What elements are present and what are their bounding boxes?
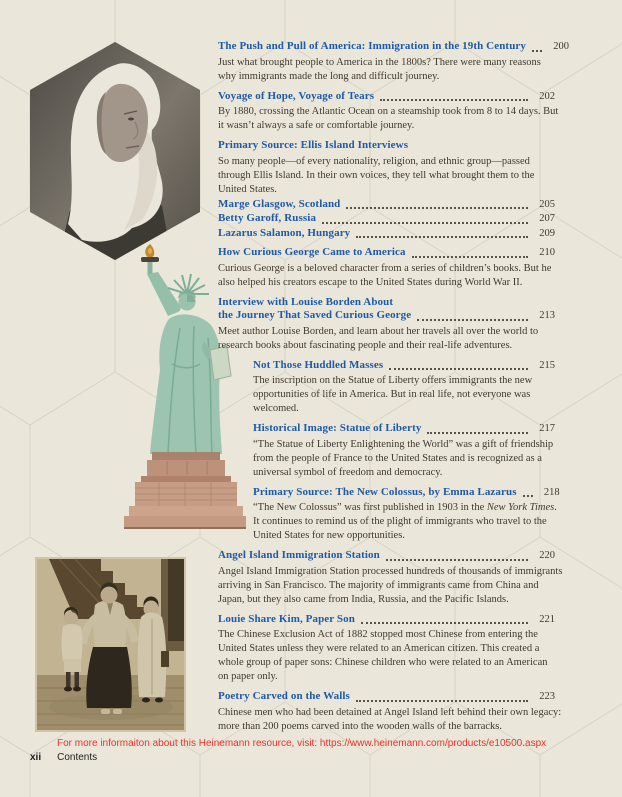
toc-entry-title[interactable]: Interview with Louise Borden About [218,295,394,308]
toc-entry [218,549,616,607]
footer-note [57,738,546,749]
toc-entry [218,296,616,353]
description-line: it wasn’t always a safe or comfortable journey. [218,120,415,131]
dot-leader [532,50,542,52]
toc-entry-description [218,56,616,84]
toc-entry-title[interactable]: the Journey That Saved Curious George [218,309,412,321]
toc-entry [218,198,616,212]
description-line: arriving in San Francisco. The majority of immigrants came from China and [218,579,539,591]
dot-leader [356,700,528,702]
toc-entry [253,359,616,417]
toc-entry-title[interactable]: The Push and Pull of America: Immigration in the 19th Century [218,40,526,52]
toc-entry-description [218,105,616,133]
dot-leader [523,495,533,497]
description-line: through Ellis Island. In their own voices, they tell what brought them to the [218,169,535,181]
description-line: United States for new opportunities. [253,530,405,541]
footer-url-link[interactable]: https://www.heinemann.com/products/e10500.aspx [319,738,547,749]
description-line: on paper only. [218,671,278,682]
dot-leader [322,222,528,224]
description-line: It continues to remind us of the plight of immigrants who travel to the [253,516,547,527]
dot-leader [346,207,528,209]
dot-leader [356,236,528,238]
toc-entry [253,422,616,480]
toc-entry-page-number[interactable]: 210 [539,247,555,258]
description-line: universal symbol of freedom and democracy. [253,466,443,478]
toc-entry-page-number[interactable]: 213 [539,310,555,321]
dot-leader [386,559,528,561]
dot-leader [417,319,528,321]
immigrant-woman-photo [30,42,200,260]
toc-entry-page-number[interactable]: 223 [539,691,555,702]
toc-entry [253,486,616,544]
toc-entry-description [218,706,616,734]
description-line: whole group of paper sons: Chinese children who were related to an American [218,657,548,668]
toc-entry-page-number[interactable]: 220 [539,550,555,561]
toc-list [218,40,616,740]
toc-entry-title[interactable]: Betty Garoff, Russia [218,212,317,224]
toc-entry-title[interactable]: Marge Glasgow, Scotland [218,197,341,210]
toc-entry-page-number[interactable]: 209 [539,227,555,239]
toc-entry [218,227,616,241]
description-line: welcomed. [253,403,299,414]
toc-entry-title[interactable]: Angel Island Immigration Station [218,549,380,561]
toc-entry-page-number[interactable]: 200 [553,41,569,52]
toc-entry [218,212,616,226]
toc-entry [218,613,616,685]
toc-entry [218,90,616,134]
toc-entry-title[interactable]: Poetry Carved on the Walls [218,690,350,702]
description-line: Angel Island Immigration Station processed hundreds of thousands of immigrants [218,565,563,577]
toc-entry-title[interactable]: Not Those Huddled Masses [253,358,384,371]
toc-entry [218,690,616,734]
toc-entry-page-number[interactable]: 217 [539,423,555,434]
toc-entry [218,139,616,197]
toc-entry-description [218,325,616,353]
description-line: why immigrants made the long and difficult journey. [218,70,440,82]
description-line: more than 200 poems carved into the wooden walls of the barracks. [218,720,502,732]
dot-leader [389,368,528,370]
toc-entry-title[interactable]: Lazarus Salamon, Hungary [218,226,351,239]
toc-entry-title[interactable]: How Curious George Came to America [218,246,406,258]
dot-leader [427,432,528,434]
footer-page-bar [30,752,97,763]
toc-entry-page-number[interactable]: 207 [539,213,555,224]
toc-entry-title[interactable]: Historical Image: Statue of Liberty [253,422,422,434]
description-line: United States unless they were related to an American citizen. This created a [218,643,540,654]
toc-entry-page-number[interactable]: 221 [539,613,555,625]
description-line: United States. [218,183,277,195]
description-line: The Chinese Exclusion Act of 1882 stopped most Chinese from entering the [218,629,538,640]
description-line: So many people—of every nationality, religion, and ethnic group—passed [218,155,530,167]
description-line: also helped his creators escape to the United States during World War II. [218,276,523,288]
toc-entry-description [253,374,616,416]
toc-entry-description [253,501,616,543]
dot-leader [361,622,528,624]
footer-section-label: Contents [57,752,98,763]
footer-note-text: For more informaiton about this Heinemann resource, visit: [57,738,320,749]
description-line: research books about fascinating people and their real-life adventures. [218,339,513,351]
description-line: “The New Colossus” was first published in 1903 in the New York Times. [253,502,557,513]
description-line: Curious George is a beloved character from a series of children’s books. But he [218,262,552,274]
family-photo [35,557,186,732]
description-line: The inscription on the Statue of Liberty offers immigrants the new [253,375,533,386]
folio-page-number: xii [30,752,42,763]
toc-entry [218,246,616,290]
description-line: By 1880, crossing the Atlantic Ocean on a steamship took from 8 to 14 days. But [218,106,559,117]
toc-entry-description [253,438,616,480]
description-line: Chinese men who had been detained at Angel Island left behind their own legacy: [218,706,562,718]
description-line: opportunities of life in America. But in real life, not everyone was [253,389,531,400]
toc-entry-title[interactable]: Primary Source: The New Colossus, by Emma Lazarus [253,485,517,498]
toc-entry [218,40,616,84]
toc-entry-page-number[interactable]: 218 [543,486,560,498]
toc-entry-title[interactable]: Voyage of Hope, Voyage of Tears [218,89,375,102]
toc-entry-description [218,628,616,684]
dot-leader [412,256,528,258]
toc-entry-page-number[interactable]: 205 [539,198,555,210]
description-line: Japan, but they also came from India, Russia, and the Pacific Islands. [218,593,509,605]
toc-entry-title[interactable]: Primary Source: Ellis Island Interviews [218,139,409,151]
toc-entry-page-number[interactable]: 202 [539,90,555,102]
description-line: Meet author Louise Borden, and learn about her travels all over the world to [218,325,539,337]
description-line: from the people of France to the United States and is recognized as a [253,452,542,464]
toc-entry-description [218,155,616,197]
toc-entry-page-number[interactable]: 215 [539,359,555,371]
toc-entry-description [218,565,616,607]
dot-leader [380,99,528,101]
description-line: Just what brought people to America in the 1800s? There were many reasons [218,56,541,68]
toc-entry-description [218,262,616,290]
toc-entry-title[interactable]: Louie Share Kim, Paper Son [218,612,355,625]
description-line: “The Statue of Liberty Enlightening the World” was a gift of friendship [253,438,554,450]
